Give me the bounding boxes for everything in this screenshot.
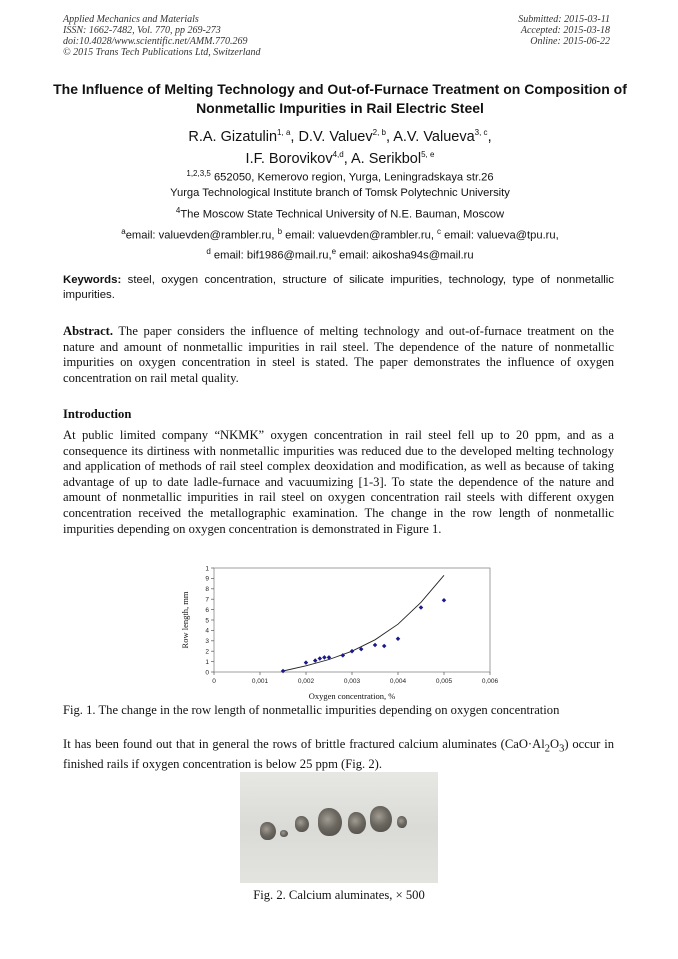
- x-tick-label: 0,003: [343, 678, 361, 685]
- keywords-label: Keywords:: [63, 274, 122, 286]
- journal-copyright: © 2015 Trans Tech Publications Ltd, Switzerland: [63, 47, 261, 58]
- y-tick-label: 6: [205, 606, 209, 614]
- journal-issn: ISSN: 1662-7482, Vol. 770, pp 269-273: [63, 25, 221, 36]
- email-c[interactable]: email: valueva@tpu.ru,: [441, 229, 559, 242]
- data-point: [442, 598, 447, 603]
- paper-title: The Influence of Melting Technology and Out-of-Furnace Treatment on Composition of Nonmetallic Impurities in Rail Electric Steel: [53, 81, 627, 116]
- author-name: A. Serikbol: [350, 150, 422, 167]
- x-axis-label: Oxygen concentration, %: [308, 691, 396, 701]
- author-emails: $^a$email: valuevden@rambler.ru, $^b$ email: valuevden@rambler.ru, $^c$ email: valueva@tpu.ru, $^d$ email: bif1986@mail.ru,$^e$ email: aikosha94s@mail.ru: [121, 227, 559, 262]
- affiliation-2: $^4$The Moscow State Technical University of N.E. Bauman, Moscow: [175, 206, 505, 221]
- author-sup: 4,d: [332, 149, 344, 159]
- x-tick-label: 0,006: [481, 678, 499, 685]
- email-e[interactable]: email: aikosha94s@mail.ru: [336, 249, 474, 262]
- data-point: [350, 649, 355, 654]
- data-point: [373, 643, 378, 648]
- author-name: R.A. Gizatulin: [188, 128, 278, 145]
- figure-2-micrograph: [240, 772, 438, 883]
- data-point: [322, 655, 327, 660]
- author-name: A.V. Valueva: [393, 128, 475, 145]
- x-tick-label: 0,005: [435, 678, 453, 685]
- y-tick-label: 5: [205, 617, 209, 625]
- journal-info: [63, 14, 261, 58]
- y-tick-label: 8: [205, 586, 209, 594]
- abstract-text: The paper considers the influence of melting technology and out-of-furnace treatment on the nature and amount of nonmetallic impurities in rail steel. The dependence of the nature of nonmetallic impurities on oxygen concentration in steel is stated. The paper demonstrates the influence of oxygen concentration on rail metal quality.: [63, 324, 614, 385]
- introduction-text: At public limited company “NKMK” oxygen concentration in rail steel fell up to 20 ppm, and as a consequence its dirtiness with nonmetallic impurities was reduced due to the developed melting technology and application of methods of rail steel complex deoxidation and modification, as well as because of taking advantage of up to date ladle-furnace and vacuumizing [1-3]. To state the dependence of the nature and amount of nonmetallic impurities in rail steel on oxygen concentration rail steels with different oxygen concentration received the metallographic examination. The change in the row length of nonmetallic impurities depending on oxygen concentration is demonstrated in Figure 1.: [63, 428, 614, 536]
- submitted-date: Submitted: 2015-03-11: [518, 14, 610, 25]
- author-sup: 5, e: [421, 149, 435, 159]
- figure-1-caption: Fig. 1. The change in the row length of nonmetallic impurities depending on oxygen concentration: [63, 703, 560, 717]
- x-tick-label: 0,002: [297, 678, 315, 685]
- data-point: [396, 636, 401, 641]
- data-point: [281, 669, 286, 674]
- journal-name: Applied Mechanics and Materials: [63, 14, 199, 25]
- keywords-text: steel, oxygen concentration, structure of silicate impurities, technology, type of nonmetallic impurities.: [63, 274, 614, 301]
- data-point: [318, 656, 323, 661]
- x-tick-label: 0,001: [251, 678, 269, 685]
- y-tick-label: 1: [205, 658, 209, 666]
- email-b[interactable]: email: valuevden@rambler.ru,: [282, 229, 438, 242]
- author-sup: 1, a: [277, 128, 291, 137]
- y-tick-label: 1: [205, 565, 209, 573]
- email-a[interactable]: email: valuevden@rambler.ru,: [125, 229, 278, 242]
- paragraph-2: It has been found out that in general the rows of brittle fractured calcium aluminates $(CaO\cdot Al_2O_3)$ occur in finished rails if oxygen concentration is below 25 ppm (Fig. 2).: [63, 737, 614, 772]
- section-heading-introduction: Introduction: [63, 407, 132, 421]
- online-date: Online: 2015-06-22: [530, 36, 610, 47]
- y-tick-label: 2: [205, 648, 209, 656]
- y-tick-label: 3: [205, 638, 209, 646]
- data-point: [382, 644, 387, 649]
- author-line-2: I.F. Borovikov$^{4,d}$, A. Serikbol$^{5, e}$: [245, 149, 435, 167]
- plot-area: [214, 568, 490, 672]
- author-sup: 3, c: [474, 128, 488, 137]
- journal-doi: doi:10.4028/www.scientific.net/AMM.770.269: [63, 36, 248, 47]
- data-point: [304, 660, 309, 665]
- y-tick-label: 4: [205, 627, 209, 635]
- accepted-date: Accepted: 2015-03-18: [520, 25, 610, 36]
- author-name: I.F. Borovikov: [245, 150, 333, 167]
- data-point: [313, 658, 318, 663]
- figure-1-chart: [176, 562, 506, 702]
- trend-line: [283, 575, 444, 671]
- y-tick-label: 7: [205, 596, 209, 604]
- y-tick-label: 9: [205, 575, 209, 583]
- data-point: [419, 605, 424, 610]
- author-sup: 2, b: [372, 128, 386, 137]
- figure-2-caption: Fig. 2. Calcium aluminates, × 500: [253, 888, 425, 902]
- x-tick-label: 0: [212, 678, 216, 685]
- email-d[interactable]: email: bif1986@mail.ru,: [210, 249, 332, 262]
- keywords: [63, 273, 614, 303]
- author-name: D.V. Valuev: [298, 128, 373, 145]
- x-tick-label: 0,004: [389, 678, 407, 685]
- abstract-label: Abstract.: [63, 324, 114, 338]
- author-line-1: R.A. Gizatulin$^{1, a}$, D.V. Valuev$^{2, b}$, A.V. Valueva$^{3, c}$,: [188, 128, 492, 145]
- y-axis-label: Row length, mm: [180, 591, 190, 649]
- submission-dates: [518, 14, 610, 47]
- author-list: [50, 124, 630, 168]
- y-tick-label: 0: [205, 669, 209, 677]
- affiliation-1: $^{1,2,3,5}$ 652050, Kemerovo region, Yurga, Leningradskaya str.26 Yurga Technological Institute branch of Tomsk Polytechnic University: [170, 169, 510, 199]
- abstract: [63, 324, 614, 386]
